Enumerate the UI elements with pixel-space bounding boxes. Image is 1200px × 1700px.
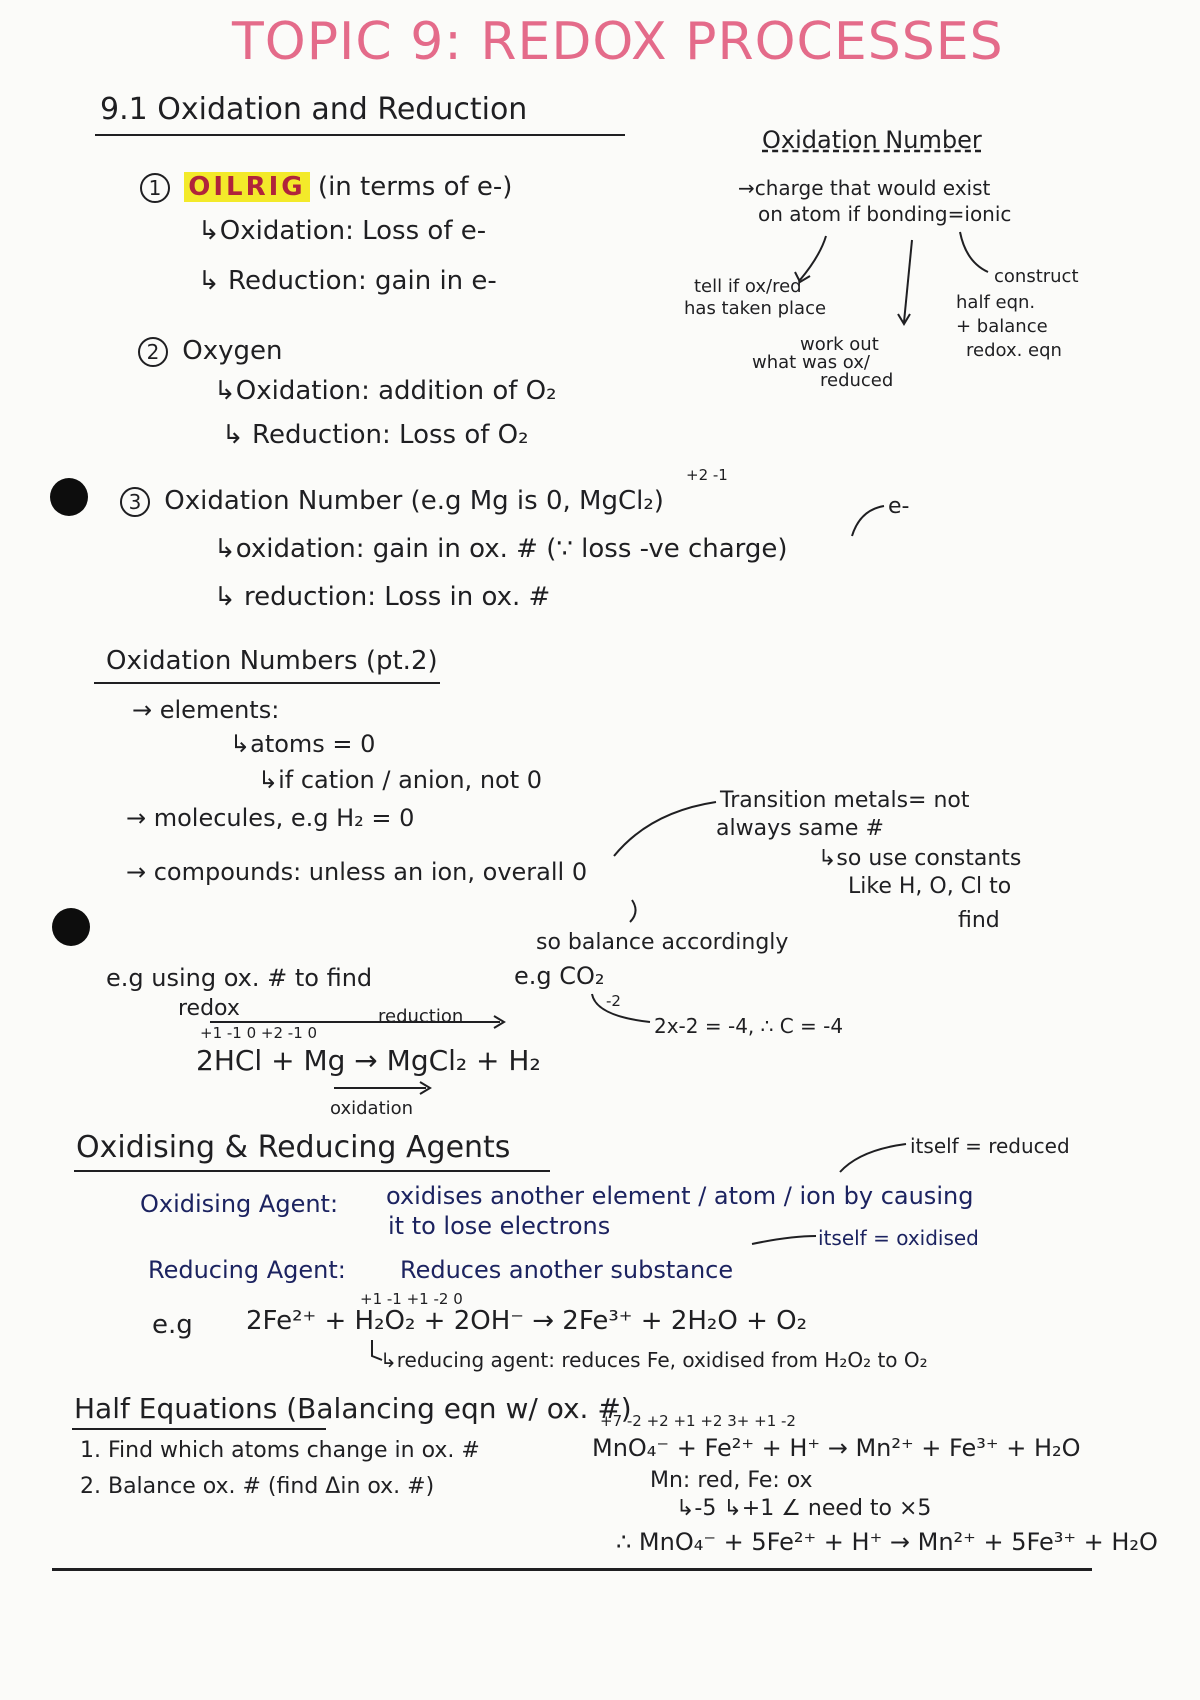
atoms-line: ↳atoms = 0	[230, 730, 376, 758]
point-2-reduction: ↳ Reduction: Loss of O₂	[222, 420, 529, 450]
point-3-oxidation: ↳oxidation: gain in ox. # (∵ loss -ve charge)	[214, 534, 788, 564]
point-3-reduction: ↳ reduction: Loss in ox. #	[214, 582, 551, 612]
transition-metals-4: Like H, O, Cl to	[848, 874, 1012, 899]
section-heading-ox-pt2: Oxidation Numbers (pt.2)	[106, 646, 438, 676]
point-1-oxidation: ↳Oxidation: Loss of e-	[198, 216, 487, 246]
number-marker: 2	[138, 337, 168, 367]
section-heading-9-1: 9.1 Oxidation and Reduction	[100, 92, 528, 127]
agents-eqn-ox-numbers: +1 -1 +1 -2 0	[360, 1290, 463, 1308]
page-title: TOPIC 9: REDOX PROCESSES	[232, 12, 1004, 72]
reduction-label: reduction	[378, 1006, 464, 1027]
transition-metals-3: ↳so use constants	[818, 846, 1022, 871]
transition-metals-5: find	[958, 908, 1000, 933]
mn-fe-change: Mn: red, Fe: ox	[650, 1468, 813, 1493]
half-eq-step-2: 2. Balance ox. # (find Δin ox. #)	[80, 1474, 435, 1499]
oxidising-agent-def-1: oxidises another element / atom / ion by causing	[386, 1182, 974, 1210]
oxidising-agent-def-2: it to lose electrons	[388, 1212, 611, 1240]
co2-oxygen-number: -2	[606, 992, 621, 1010]
oilrig-note: (in terms of e-)	[317, 172, 513, 202]
oxidation-label: oxidation	[330, 1098, 414, 1119]
point-2-heading: Oxygen	[182, 336, 283, 366]
eg-using-2: redox	[178, 996, 240, 1021]
number-marker: 1	[140, 173, 170, 203]
transition-metals-2: always same #	[716, 816, 884, 841]
itself-reduced-note: itself = reduced	[910, 1134, 1070, 1158]
electron-label: e-	[888, 494, 910, 519]
half-eq-ox-numbers: +7 -2 +2 +1 +2 3+ +1 -2	[600, 1412, 796, 1430]
branch-1b: has taken place	[684, 298, 827, 319]
balance-note: so balance accordingly	[536, 930, 789, 955]
branch-3d: redox. eqn	[966, 340, 1062, 361]
branch-2b: what was ox/	[752, 352, 870, 373]
section-heading-agents: Oxidising & Reducing Agents	[76, 1130, 511, 1165]
hcl-mg-equation: 2HCl + Mg → MgCl₂ + H₂	[196, 1044, 541, 1077]
point-3-heading: Oxidation Number (e.g Mg is 0, MgCl₂)	[164, 486, 664, 516]
number-marker: 3	[120, 487, 150, 517]
transition-metals-1: Transition metals= not	[720, 788, 970, 813]
eg-co2: e.g CO₂	[514, 962, 605, 990]
half-eq-step-1: 1. Find which atoms change in ox. #	[80, 1438, 480, 1463]
branch-2a: work out	[800, 334, 879, 355]
reducing-agent-label: Reducing Agent:	[148, 1256, 346, 1284]
balanced-equation: ∴ MnO₄⁻ + 5Fe²⁺ + H⁺ → Mn²⁺ + 5Fe³⁺ + H₂O	[616, 1528, 1158, 1556]
branch-3c: + balance	[956, 316, 1048, 337]
mgcl2-ox-numbers: +2 -1	[686, 466, 728, 484]
ions-line: ↳if cation / anion, not 0	[258, 766, 543, 794]
branch-3a: construct	[994, 266, 1079, 287]
reducing-agent-def: Reduces another substance	[400, 1256, 734, 1284]
branch-1a: tell if ox/red	[694, 276, 802, 297]
compounds-line: → compounds: unless an ion, overall 0	[126, 858, 588, 886]
eg-using-1: e.g using ox. # to find	[106, 964, 373, 992]
section-heading-half-eq: Half Equations (Balancing eqn w/ ox. #)	[74, 1392, 632, 1425]
molecules-line: → molecules, e.g H₂ = 0	[126, 804, 415, 832]
point-1-reduction: ↳ Reduction: gain in e-	[198, 266, 497, 296]
ox-number-heading: Oxidation Number	[762, 126, 982, 154]
agents-eg-label: e.g	[152, 1310, 193, 1340]
itself-oxidised-note: itself = oxidised	[818, 1226, 979, 1250]
branch-3b: half eqn.	[956, 292, 1036, 313]
point-2-oxidation: ↳Oxidation: addition of O₂	[214, 376, 557, 406]
elements-line: → elements:	[132, 696, 280, 724]
ox-number-def-1: →charge that would exist	[738, 176, 991, 200]
delta-ox-numbers: ↳-5 ↳+1 ∠ need to ×5	[676, 1496, 932, 1521]
half-eq-equation: MnO₄⁻ + Fe²⁺ + H⁺ → Mn²⁺ + Fe³⁺ + H₂O	[592, 1434, 1081, 1462]
hcl-ox-numbers: +1 -1 0 +2 -1 0	[200, 1024, 318, 1042]
ox-number-def-2: on atom if bonding=ionic	[758, 202, 1012, 226]
oilrig-keyword: OILRIG	[184, 172, 309, 202]
branch-2c: reduced	[820, 370, 894, 391]
reducing-agent-note: ↳reducing agent: reduces Fe, oxidised from H₂O₂ to O₂	[380, 1348, 928, 1372]
co2-calc: 2x-2 = -4, ∴ C = -4	[654, 1014, 844, 1038]
oxidising-agent-label: Oxidising Agent:	[140, 1190, 339, 1218]
agents-equation: 2Fe²⁺ + H₂O₂ + 2OH⁻ → 2Fe³⁺ + 2H₂O + O₂	[246, 1306, 808, 1336]
